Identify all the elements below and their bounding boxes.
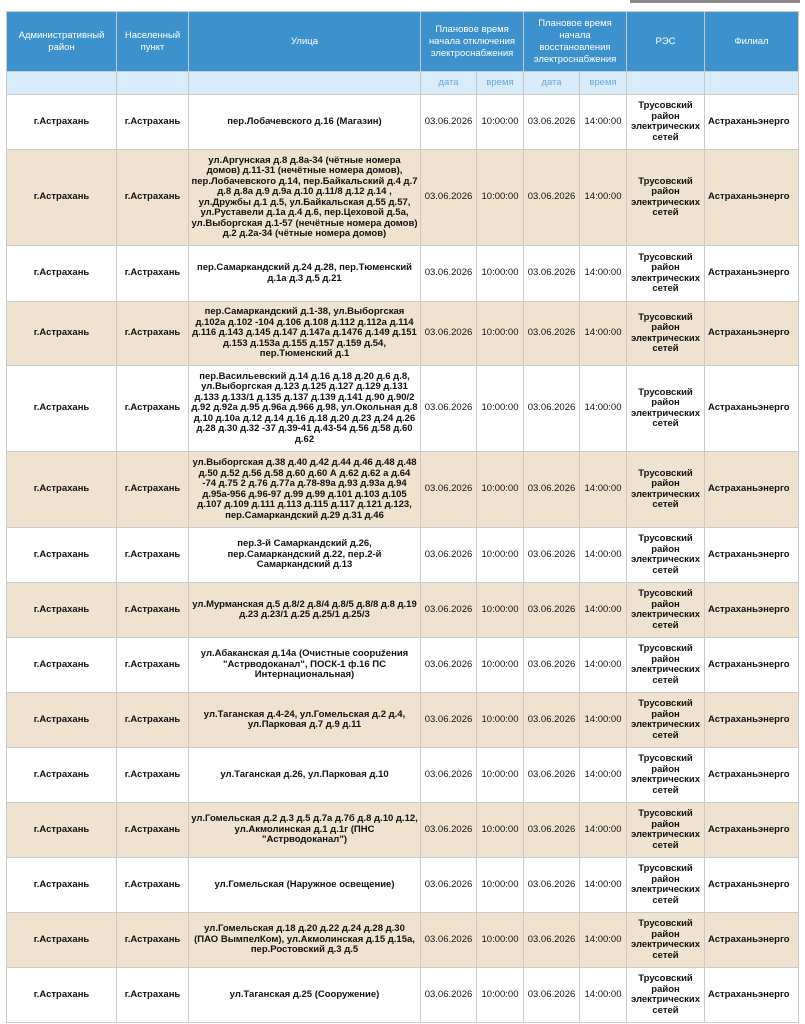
cell-street: ул.Таганская д.25 (Сооружение): [189, 968, 421, 1023]
cell-end-time: 14:00:00: [580, 452, 627, 528]
cell-branch: Астраханьэнерго: [705, 150, 799, 246]
subheader-blank: [117, 72, 189, 95]
cell-street: пер.Васильевский д.14 д.16 д.18 д.20 д.6 д.8, ул.Выборгская д.123 д.125 д.127 д.129 д.131 д.133 д.133/1 д.135 д.137 д.139 д.141 д.90 д.90/2 д.92 д.92а д.95 д.96а д.966 д.98, ул.Окольная д.8 д.10 д.10а д.12 д.14 д.16 д.18 д.20 д.23 д.24 д.26 д.28 д.30 д.32 -37 д.39-41 д.43-54 д.56 д.58 д.60 д.62: [189, 366, 421, 452]
cell-end-date: 03.06.2026: [524, 95, 580, 150]
cell-street: ул.Таганская д.4-24, ул.Гомельская д.2 д.4, ул.Парковая д.7 д.9 д.11: [189, 693, 421, 748]
cell-locality: г.Астрахань: [117, 968, 189, 1023]
cell-start-date: 03.06.2026: [421, 913, 477, 968]
cell-res: Трусовский район электрических сетей: [627, 452, 705, 528]
top-divider: [630, 0, 800, 3]
cell-district: г.Астрахань: [7, 366, 117, 452]
cell-end-time: 14:00:00: [580, 968, 627, 1023]
cell-end-time: 14:00:00: [580, 246, 627, 302]
table-header-row: [7, 12, 799, 72]
cell-locality: г.Астрахань: [117, 246, 189, 302]
cell-end-date: 03.06.2026: [524, 968, 580, 1023]
cell-district: г.Астрахань: [7, 913, 117, 968]
cell-res: Трусовский район электрических сетей: [627, 803, 705, 858]
cell-end-date: 03.06.2026: [524, 748, 580, 803]
cell-end-date: 03.06.2026: [524, 150, 580, 246]
subheader-end-time: время: [580, 72, 627, 95]
table-row: [7, 858, 799, 913]
cell-start-date: 03.06.2026: [421, 246, 477, 302]
cell-res: Трусовский район электрических сетей: [627, 858, 705, 913]
cell-district: г.Астрахань: [7, 302, 117, 366]
cell-locality: г.Астрахань: [117, 748, 189, 803]
cell-end-time: 14:00:00: [580, 638, 627, 693]
cell-start-date: 03.06.2026: [421, 968, 477, 1023]
cell-district: г.Астрахань: [7, 528, 117, 583]
cell-district: г.Астрахань: [7, 95, 117, 150]
table-row: [7, 583, 799, 638]
cell-end-date: 03.06.2026: [524, 913, 580, 968]
header-start: Плановое время начала отключения электроснабжения: [421, 12, 524, 72]
cell-res: Трусовский район электрических сетей: [627, 366, 705, 452]
table-row: [7, 246, 799, 302]
cell-street: пер.Самаркандский д.1-38, ул.Выборгская д.102а д.102 -104 д.106 д.108 д.112 д.112а д.114 д.116 д.143 д.145 д.147 д.147а д.1476 д.149 д.151 д.153 д.153а д.155 д.157 д.159 д.54, пер.Тюменский д.1: [189, 302, 421, 366]
cell-locality: г.Астрахань: [117, 302, 189, 366]
cell-end-time: 14:00:00: [580, 858, 627, 913]
cell-start-date: 03.06.2026: [421, 302, 477, 366]
cell-res: Трусовский район электрических сетей: [627, 583, 705, 638]
subheader-blank: [627, 72, 705, 95]
cell-start-date: 03.06.2026: [421, 858, 477, 913]
cell-district: г.Астрахань: [7, 803, 117, 858]
cell-district: г.Астрахань: [7, 638, 117, 693]
cell-start-date: 03.06.2026: [421, 803, 477, 858]
cell-res: Трусовский район электрических сетей: [627, 693, 705, 748]
cell-start-date: 03.06.2026: [421, 528, 477, 583]
cell-res: Трусовский район электрических сетей: [627, 246, 705, 302]
cell-start-time: 10:00:00: [477, 366, 524, 452]
cell-end-date: 03.06.2026: [524, 803, 580, 858]
cell-end-date: 03.06.2026: [524, 583, 580, 638]
cell-branch: Астраханьэнерго: [705, 246, 799, 302]
outage-schedule-table: [6, 11, 799, 1023]
table-subheader-row: [7, 72, 799, 95]
table-row: [7, 748, 799, 803]
cell-branch: Астраханьэнерго: [705, 95, 799, 150]
cell-branch: Астраханьэнерго: [705, 693, 799, 748]
header-locality: Населенный пункт: [117, 12, 189, 72]
cell-end-time: 14:00:00: [580, 693, 627, 748]
cell-district: г.Астрахань: [7, 748, 117, 803]
cell-district: г.Астрахань: [7, 968, 117, 1023]
table-row: [7, 302, 799, 366]
cell-locality: г.Астрахань: [117, 913, 189, 968]
cell-district: г.Астрахань: [7, 583, 117, 638]
table-row: [7, 803, 799, 858]
table-row: [7, 452, 799, 528]
cell-locality: г.Астрахань: [117, 528, 189, 583]
cell-end-date: 03.06.2026: [524, 693, 580, 748]
cell-end-time: 14:00:00: [580, 366, 627, 452]
cell-end-time: 14:00:00: [580, 95, 627, 150]
cell-end-date: 03.06.2026: [524, 302, 580, 366]
cell-start-time: 10:00:00: [477, 583, 524, 638]
cell-street: пер.3-й Самаркандский д.26, пер.Самаркандский д.22, пер.2-й Самаркандский д.13: [189, 528, 421, 583]
cell-street: ул.Таганская д.26, ул.Парковая д.10: [189, 748, 421, 803]
cell-res: Трусовский район электрических сетей: [627, 528, 705, 583]
cell-locality: г.Астрахань: [117, 150, 189, 246]
cell-street: ул.Мурманская д.5 д.8/2 д.8/4 д.8/5 д.8/8 д.8 д.19 д.23 д.23/1 д.25 д.25/1 д.25/3: [189, 583, 421, 638]
cell-start-date: 03.06.2026: [421, 638, 477, 693]
cell-branch: Астраханьэнерго: [705, 583, 799, 638]
cell-end-date: 03.06.2026: [524, 528, 580, 583]
cell-start-time: 10:00:00: [477, 528, 524, 583]
header-res: РЭС: [627, 12, 705, 72]
cell-res: Трусовский район электрических сетей: [627, 913, 705, 968]
cell-district: г.Астрахань: [7, 858, 117, 913]
cell-start-time: 10:00:00: [477, 452, 524, 528]
cell-branch: Астраханьэнерго: [705, 858, 799, 913]
cell-start-date: 03.06.2026: [421, 748, 477, 803]
cell-end-time: 14:00:00: [580, 528, 627, 583]
table-row: [7, 528, 799, 583]
cell-locality: г.Астрахань: [117, 858, 189, 913]
cell-branch: Астраханьэнерго: [705, 968, 799, 1023]
cell-branch: Астраханьэнерго: [705, 528, 799, 583]
table-row: [7, 366, 799, 452]
cell-district: г.Астрахань: [7, 246, 117, 302]
cell-end-date: 03.06.2026: [524, 366, 580, 452]
cell-end-date: 03.06.2026: [524, 638, 580, 693]
cell-street: ул.Гомельская (Наружное освещение): [189, 858, 421, 913]
cell-start-date: 03.06.2026: [421, 693, 477, 748]
header-district: Административный район: [7, 12, 117, 72]
cell-branch: Астраханьэнерго: [705, 913, 799, 968]
cell-start-time: 10:00:00: [477, 693, 524, 748]
table-row: [7, 693, 799, 748]
table-row: [7, 913, 799, 968]
cell-locality: г.Астрахань: [117, 803, 189, 858]
cell-locality: г.Астрахань: [117, 583, 189, 638]
cell-start-time: 10:00:00: [477, 638, 524, 693]
cell-street: ул.Выборгская д.38 д.40 д.42 д.44 д.46 д.48 д.48 д.50 д.52 д.56 д.58 д.60 д.60 А д.62 д.62 а д.64 -74 д.75 2 д.76 д.77а д.78-89а д.93 д.93а д.94 д.95а-956 д.96-97 д.99 д.99 д.101 д.103 д.105 д.107 д.109 д.111 д.113 д.115 д.117 д.121 д.123, пер.Самаркандский д.29 д.31 д.46: [189, 452, 421, 528]
cell-street: ул.Абаканская д.14а (Очистные соорužения "Астрводоканал", ПОСК-1 ф.16 ПС Интернациональная): [189, 638, 421, 693]
cell-district: г.Астрахань: [7, 150, 117, 246]
cell-district: г.Астрахань: [7, 693, 117, 748]
table-row: [7, 638, 799, 693]
cell-end-date: 03.06.2026: [524, 858, 580, 913]
header-end: Плановое время начала восстановления электроснабжения: [524, 12, 627, 72]
cell-start-date: 03.06.2026: [421, 366, 477, 452]
table-row: [7, 150, 799, 246]
table-row: [7, 968, 799, 1023]
cell-res: Трусовский район электрических сетей: [627, 968, 705, 1023]
cell-start-time: 10:00:00: [477, 748, 524, 803]
header-branch: Филиал: [705, 12, 799, 72]
cell-street: ул.Гомельская д.18 д.20 д.22 д.24 д.28 д.30 (ПАО ВымпелКом), ул.Акмолинская д.15 д.15а, пер.Ростовский д.3 д.5: [189, 913, 421, 968]
cell-locality: г.Астрахань: [117, 95, 189, 150]
cell-end-date: 03.06.2026: [524, 246, 580, 302]
cell-start-time: 10:00:00: [477, 968, 524, 1023]
cell-end-time: 14:00:00: [580, 302, 627, 366]
cell-end-date: 03.06.2026: [524, 452, 580, 528]
cell-start-date: 03.06.2026: [421, 583, 477, 638]
cell-start-time: 10:00:00: [477, 246, 524, 302]
cell-branch: Астраханьэнерго: [705, 803, 799, 858]
subheader-blank: [705, 72, 799, 95]
cell-branch: Астраханьэнерго: [705, 302, 799, 366]
cell-end-time: 14:00:00: [580, 913, 627, 968]
cell-street: пер.Самаркандский д.24 д.28, пер.Тюменский д.1а д.3 д.5 д.21: [189, 246, 421, 302]
cell-res: Трусовский район электрических сетей: [627, 638, 705, 693]
cell-res: Трусовский район электрических сетей: [627, 95, 705, 150]
cell-locality: г.Астрахань: [117, 452, 189, 528]
cell-res: Трусовский район электрических сетей: [627, 748, 705, 803]
cell-branch: Астраханьэнерго: [705, 366, 799, 452]
cell-end-time: 14:00:00: [580, 150, 627, 246]
cell-start-time: 10:00:00: [477, 150, 524, 246]
cell-street: пер.Лобачевского д.16 (Магазин): [189, 95, 421, 150]
cell-start-date: 03.06.2026: [421, 95, 477, 150]
cell-end-time: 14:00:00: [580, 583, 627, 638]
cell-start-time: 10:00:00: [477, 302, 524, 366]
subheader-start-time: время: [477, 72, 524, 95]
table-row: [7, 95, 799, 150]
subheader-end-date: дата: [524, 72, 580, 95]
cell-res: Трусовский район электрических сетей: [627, 302, 705, 366]
cell-locality: г.Астрахань: [117, 693, 189, 748]
subheader-blank: [189, 72, 421, 95]
cell-start-date: 03.06.2026: [421, 452, 477, 528]
cell-street: ул.Гомельская д.2 д.3 д.5 д.7а д.7б д.8 д.10 д.12, ул.Акмолинская д.1 д.1г (ПНС "Астрводоканал"): [189, 803, 421, 858]
cell-end-time: 14:00:00: [580, 803, 627, 858]
cell-locality: г.Астрахань: [117, 366, 189, 452]
cell-start-time: 10:00:00: [477, 858, 524, 913]
cell-district: г.Астрахань: [7, 452, 117, 528]
cell-street: ул.Аргунская д.8 д.8а-34 (чётные номера домов) д.11-31 (нечётные номера домов), пер.Лобачевского д.14, пер.Байкальский д.4 д.7 д.8 д.8а д.9 д.9а д.10 д.11/8 д.12 д.14 , ул.Дружбы д.1 д.5, ул.Байкальская д.55 д.57, ул.Руставели д.1а д.4 д.6, пер.Цеховой д.5а, ул.Выборгская д.1-57 (нечётные номера домов) д.2 д.2а-34 (чётные номера домов): [189, 150, 421, 246]
cell-start-time: 10:00:00: [477, 913, 524, 968]
cell-locality: г.Астрахань: [117, 638, 189, 693]
cell-branch: Астраханьэнерго: [705, 638, 799, 693]
cell-branch: Астраханьэнерго: [705, 748, 799, 803]
subheader-blank: [7, 72, 117, 95]
cell-end-time: 14:00:00: [580, 748, 627, 803]
header-street: Улица: [189, 12, 421, 72]
subheader-start-date: дата: [421, 72, 477, 95]
cell-branch: Астраханьэнерго: [705, 452, 799, 528]
cell-start-time: 10:00:00: [477, 95, 524, 150]
cell-start-date: 03.06.2026: [421, 150, 477, 246]
cell-res: Трусовский район электрических сетей: [627, 150, 705, 246]
cell-start-time: 10:00:00: [477, 803, 524, 858]
